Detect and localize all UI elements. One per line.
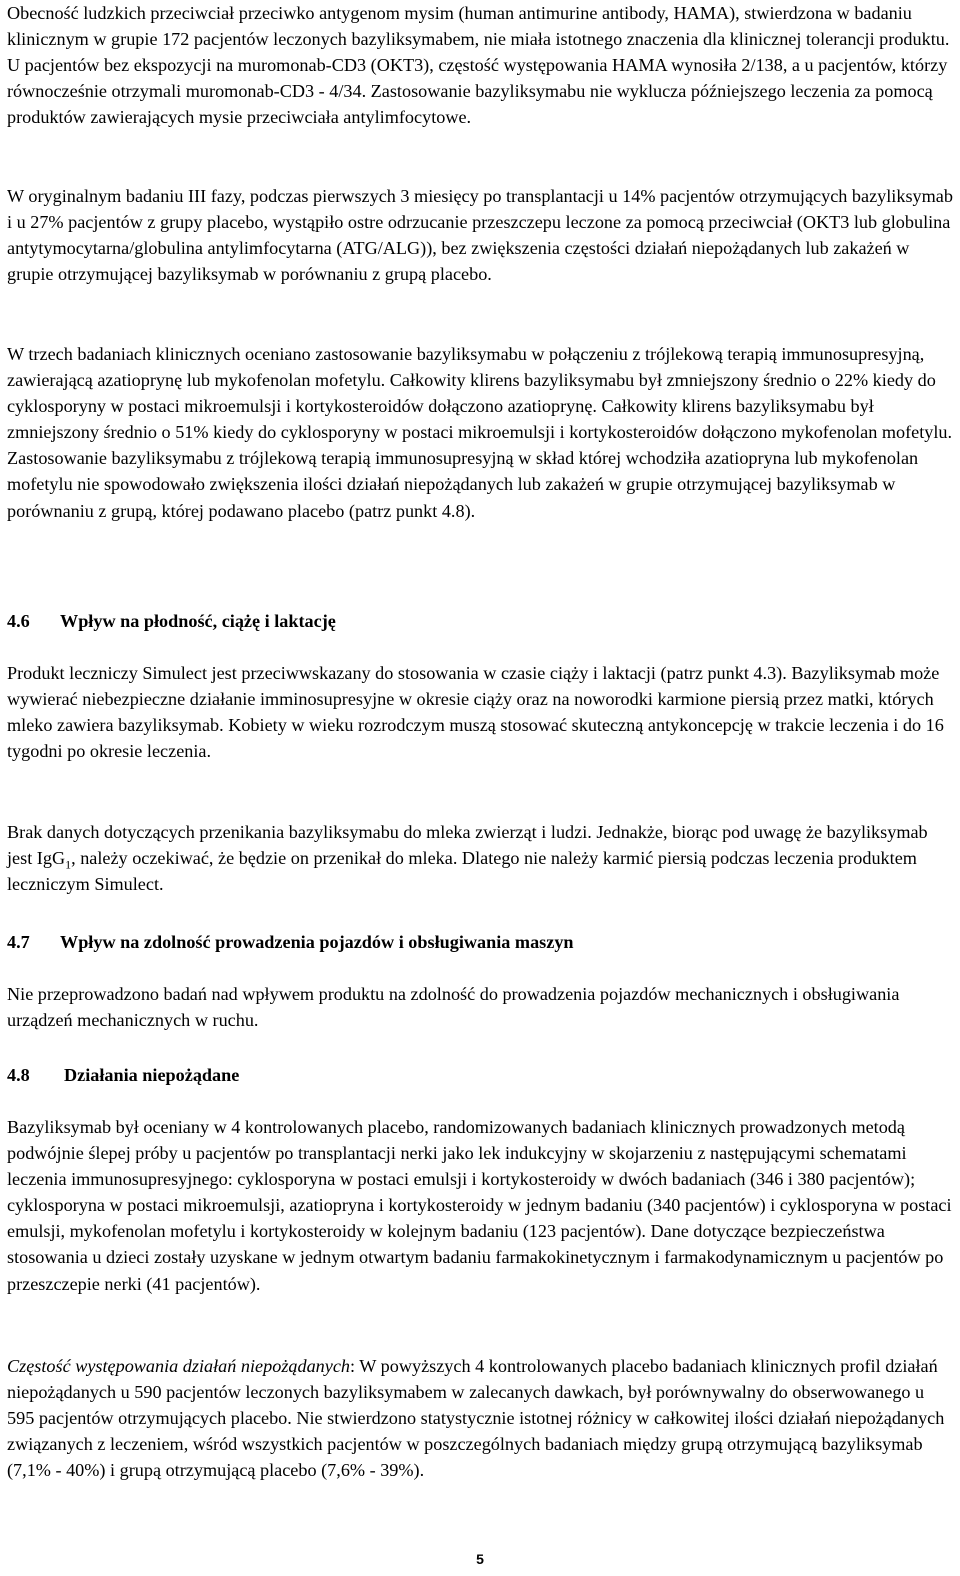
- lactation-text-end: , należy oczekiwać, że będzie on przenikał do mleka. Dlatego nie należy karmić piersią podczas leczenia produktem leczniczym Simulect.: [7, 848, 917, 895]
- igg-subscript: 1: [65, 857, 72, 872]
- section-heading-4-7: [7, 929, 955, 955]
- paragraph-adverse-trials: Bazyliksymab był oceniany w 4 kontrolowanych placebo, randomizowanych badaniach klinicznych prowadzonych metodą podwójnie ślepej próby u pacjentów po transplantacji nerki jako lek indukcyjny w skojarzeniu z następującymi schematami leczenia immunosupresyjnego: cyklosporyna w postaci emulsji i kortykosteroidy w dwóch badaniach (346 i 380 pacjentów); cyklosporyna w postaci mikroemulsji, azatiopryna i kortykosteroidy w jednym badaniu (340 pacjentów) i cyklosporyna w postaci emulsji, mykofenolan mofetylu i kortykosteroidy w kolejnym badaniu (123 pacjentów). Dane dotyczące bezpieczeństwa stosowania u dzieci zostały uzyskane w jednym otwartym badaniu farmakokinetycznym i farmakodynamicznym u pacjentów po przeszczepie nerki (41 pacjentów).: [7, 1117, 952, 1294]
- section-heading-4-6: [7, 608, 955, 634]
- section-title: Wpływ na płodność, ciążę i laktację: [60, 611, 336, 631]
- frequency-lead: Częstość występowania działań niepożądanych: [7, 1356, 351, 1376]
- section-number: 4.6: [7, 611, 30, 631]
- paragraph-lactation: [7, 819, 955, 897]
- page-number: 5: [476, 1551, 484, 1567]
- paragraph-hama: Obecność ludzkich przeciwciał przeciwko antygenom mysim (human antimurine antibody, HAMA), stwierdzona w badaniu klinicznym w grupie 172 pacjentów leczonych bazyliksymabem, nie miała istotnego znaczenia dla klinicznej tolerancji produktu. U pacjentów bez ekspozycji na muromonab-CD3 (OKT3), częstość występowania HAMA wynosiła 2/138, a u pacjentów, którzy równocześnie otrzymali muromonab-CD3 - 4/34. Zastosowanie bazyliksymabu nie wyklucza późniejszego leczenia za pomocą produktów zawierających mysie przeciwciała antylimfocytowe.: [7, 3, 950, 128]
- paragraph-pregnancy: Produkt leczniczy Simulect jest przeciwwskazany do stosowania w czasie ciąży i laktacji (patrz punkt 4.3). Bazyliksymab może wywierać niebezpieczne działanie imminosupresyjne w okresie ciąży oraz na noworodki karmione piersią przez matki, których mleko zawiera bazyliksymab. Kobiety w wieku rozrodczym muszą stosować skuteczną antykoncepcję w trakcie leczenia i do 16 tygodni po okresie leczenia.: [7, 663, 944, 762]
- paragraph-adverse-frequency: [7, 1353, 955, 1483]
- paragraph-driving: Nie przeprowadzono badań nad wpływem produktu na zdolność do prowadzenia pojazdów mechanicznych i obsługiwania urządzeń mechanicznych w ruchu.: [7, 984, 900, 1031]
- section-number: 4.7: [7, 932, 30, 952]
- paragraph-phase3: W oryginalnym badaniu III fazy, podczas pierwszych 3 miesięcy po transplantacji u 14% pacjentów otrzymujących bazyliksymab i u 27% pacjentów z grupy placebo, wystąpiło ostre odrzucanie przeszczepu leczone za pomocą przeciwciał (OKT3 lub globulina antytymocytarna/globulina antylimfocytarna (ATG/ALG)), bez zwiększenia częstości działań niepożądanych lub zakażeń w grupie otrzymującej bazyliksymab w porównaniu z grupą placebo.: [7, 186, 953, 285]
- paragraph-triple-therapy: W trzech badaniach klinicznych oceniano zastosowanie bazyliksymabu w połączeniu z trójlekową terapią immunosupresyjną, zawierającą azatioprynę lub mykofenolan mofetylu. Całkowity klirens bazyliksymabu był zmniejszony średnio o 22% kiedy do cyklosporyny w postaci mikroemulsji i kortykosteroidów dołączono azatioprynę. Całkowity klirens bazyliksymabu był zmniejszony średnio o 51% kiedy do cyklosporyny w postaci mikroemulsji i kortykosteroidów dołączono mykofenolan mofetylu. Zastosowanie bazyliksymabu z trójlekową terapią immunosupresyjną w skład której wchodziła azatiopryna lub mykofenolan mofetylu nie spowodowało zwiększenia ilości działań niepożądanych lub zakażeń w grupie otrzymującej bazyliksymab w porównaniu z grupą, której podawano placebo (patrz punkt 4.8).: [7, 344, 953, 521]
- section-title: Działania niepożądane: [64, 1065, 240, 1085]
- section-title: Wpływ na zdolność prowadzenia pojazdów i obsługiwania maszyn: [60, 932, 574, 952]
- section-heading-4-8: [7, 1062, 955, 1088]
- lactation-text-start: Brak danych dotyczących przenikania bazyliksymabu do mleka zwierząt i ludzi. Jednakże, biorąc pod uwagę że bazyliksymab jest IgG: [7, 822, 928, 869]
- frequency-text: : W powyższych 4 kontrolowanych placebo badaniach klinicznych profil działań niepożądanych u 590 pacjentów leczonych bazyliksymabem w zalecanych dawkach, był porównywalny do obserwowanego u 595 pacjentów otrzymujących placebo. Nie stwierdzono statystycznie istotnej różnicy w całkowitej ilości działań niepożądanych związanych z leczeniem, wśród wszystkich pacjentów w poszczególnych badaniach między grupą otrzymującą bazyliksymab (7,1% - 40%) i grupą otrzymującą placebo (7,6% - 39%).: [7, 1356, 945, 1481]
- section-number: 4.8: [7, 1065, 30, 1085]
